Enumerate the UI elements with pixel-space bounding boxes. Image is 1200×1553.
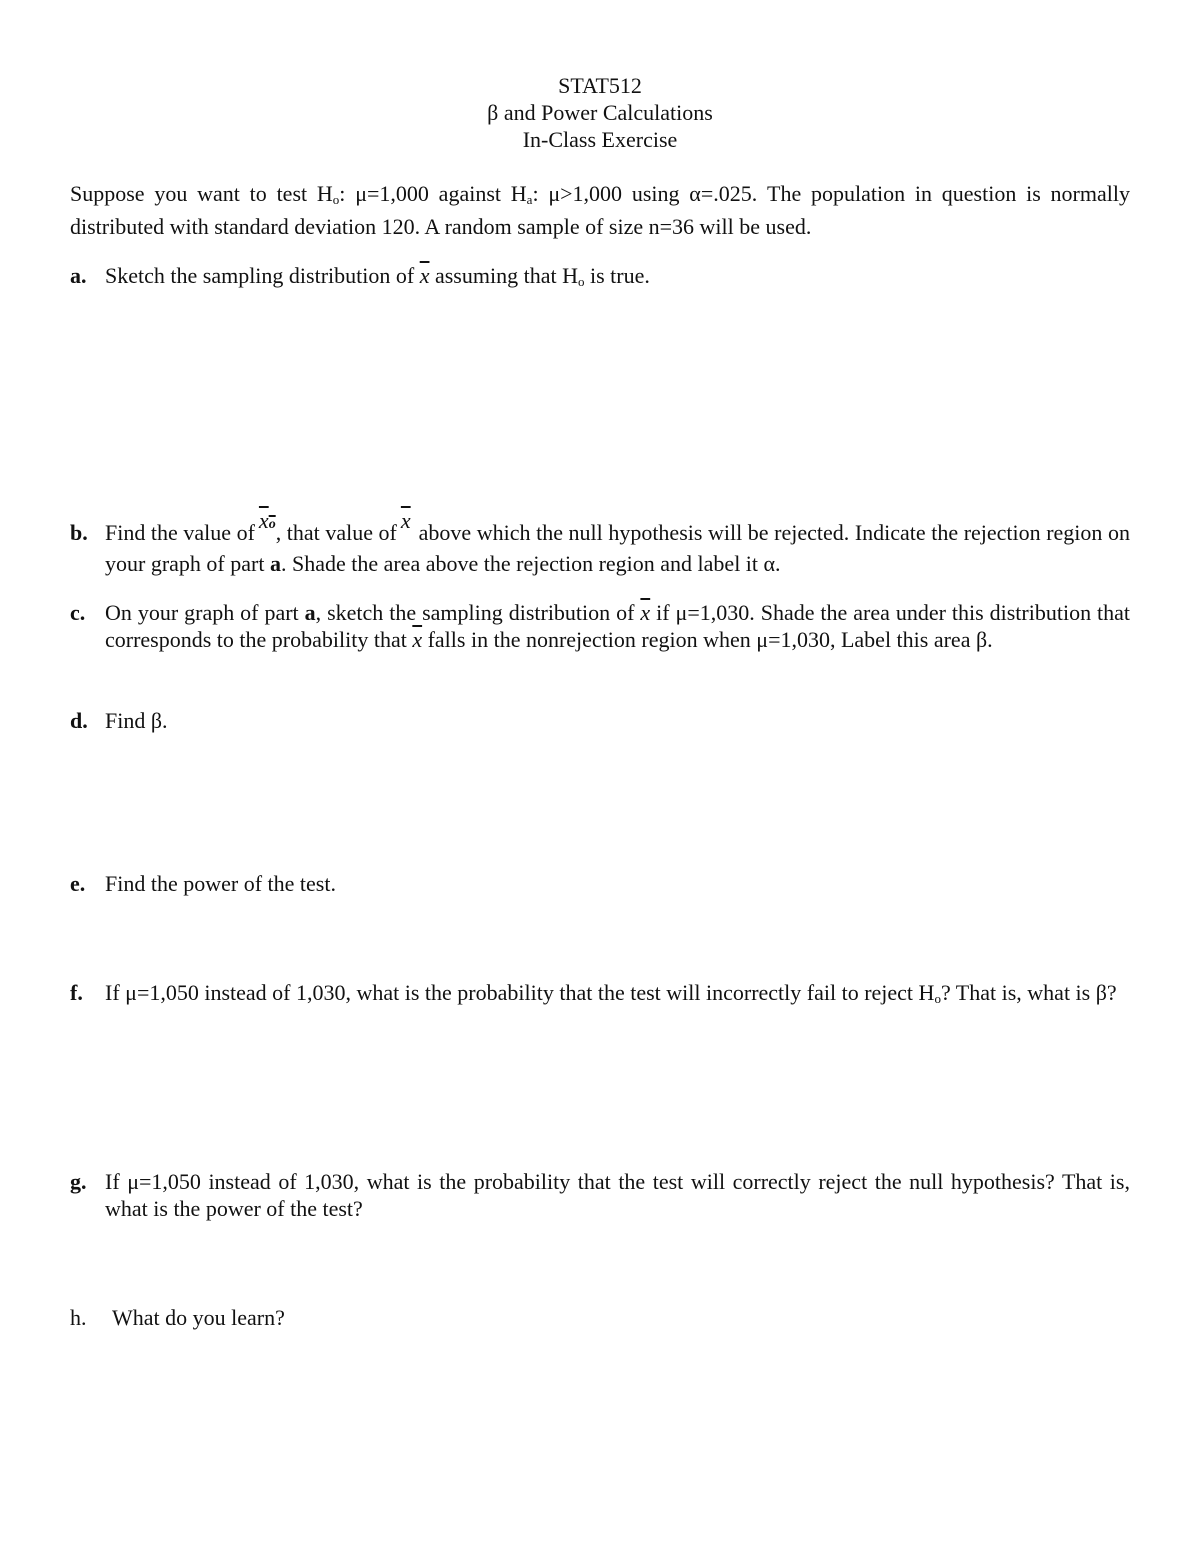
question-a-text-3: is true. xyxy=(589,263,650,288)
question-h xyxy=(70,1304,1130,1331)
question-d-text: Find β. xyxy=(105,708,168,733)
document-title: β and Power Calculations xyxy=(487,100,713,125)
question-c-text-3: if μ=1,030. Shade the area under this distribution that corresponds to the probability that xyxy=(105,600,1131,652)
question-b-text-3: above which the null hypothesis will be rejected. Indicate the rejection region on your graph of part xyxy=(105,520,1130,576)
intro-text-2: : μ=1,000 against H xyxy=(339,181,527,206)
xbar-symbol: $\overline{x}$ xyxy=(400,508,411,533)
x0-letter: x xyxy=(258,508,269,533)
question-label-b: b. xyxy=(70,520,88,545)
problem-statement xyxy=(70,180,1130,240)
part-a-ref: a xyxy=(304,600,316,625)
question-e xyxy=(70,870,1130,897)
course-code: STAT512 xyxy=(558,73,642,98)
question-f xyxy=(70,979,1130,1012)
question-c-text-2: , sketch the sampling distribution of xyxy=(315,600,635,625)
question-h-text: What do you learn? xyxy=(112,1305,285,1330)
intro-text-3: : μ>1,000 using α=.025. The population in question is normally distributed with standard deviation 120. A random sample of size n=36 will be used. xyxy=(70,181,1130,239)
subscript-o: o xyxy=(577,274,585,289)
subscript-o: o xyxy=(332,192,340,207)
question-b-text-1: Find the value of xyxy=(105,520,255,545)
question-c xyxy=(70,599,1130,653)
subscript-o: o xyxy=(934,991,941,1006)
question-c-text-1: On your graph of part xyxy=(105,600,299,625)
part-a-ref: a xyxy=(269,551,281,576)
question-g-text: If μ=1,050 instead of 1,030, what is the probability that the test will correctly reject the null hypothesis? That is, what is the power of the test? xyxy=(105,1169,1130,1221)
question-b-text-2: , that value of xyxy=(275,520,397,545)
xbar-symbol: $\overline{x}$ xyxy=(419,263,430,288)
question-a-text-2: assuming that H xyxy=(434,263,578,288)
question-g xyxy=(70,1168,1130,1222)
question-label-d: d. xyxy=(70,708,88,733)
intro-text-1: Suppose you want to test H xyxy=(70,181,333,206)
xbar-symbol: $\overline{x}$ xyxy=(412,627,423,652)
question-label-e: e. xyxy=(70,871,86,896)
question-label-g: g. xyxy=(70,1169,87,1194)
question-a xyxy=(70,262,1130,295)
question-b xyxy=(70,508,1130,577)
subscript-a: a xyxy=(526,192,533,207)
x0-symbol xyxy=(259,507,276,538)
document-header xyxy=(0,72,1200,153)
question-b-text-4: . Shade the area above the rejection region and label it α. xyxy=(280,551,781,576)
question-d xyxy=(70,707,1130,734)
question-label-f: f. xyxy=(70,980,83,1005)
question-e-text: Find the power of the test. xyxy=(105,871,336,896)
question-label-c: c. xyxy=(70,600,86,625)
document-subtitle: In-Class Exercise xyxy=(522,127,678,152)
question-a-text-1: Sketch the sampling distribution of xyxy=(105,263,415,288)
question-c-text-4: falls in the nonrejection region when μ=1,030, Label this area β. xyxy=(427,627,993,652)
x0-subscript: o xyxy=(268,517,276,532)
question-f-text-1: If μ=1,050 instead of 1,030, what is the probability that the test will incorrectly fail to reject H xyxy=(105,980,935,1005)
question-label-a: a. xyxy=(70,263,87,288)
question-f-text-2: ? That is, what is β? xyxy=(940,980,1117,1005)
question-label-h: h. xyxy=(70,1305,87,1330)
xbar-symbol: $\overline{x}$ xyxy=(640,600,651,625)
